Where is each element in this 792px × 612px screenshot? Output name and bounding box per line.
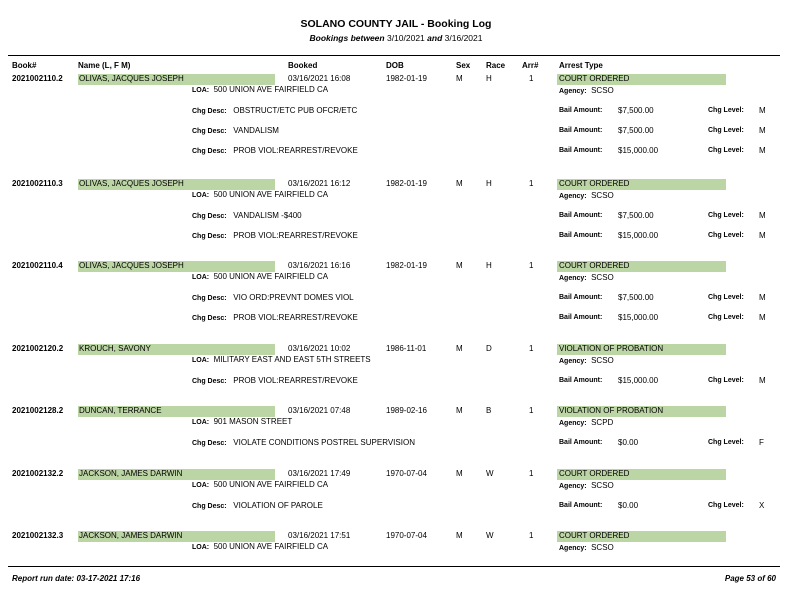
book-number: 2021002128.2	[12, 406, 64, 415]
arrest-type: VIOLATION OF PROBATION	[559, 344, 664, 353]
chg-desc-label: Chg Desc:	[192, 233, 227, 240]
name-highlight	[78, 531, 275, 542]
charge-description	[192, 211, 302, 220]
bail-amount-label: Bail Amount:	[559, 107, 603, 114]
booked-datetime: 03/16/2021 16:08	[288, 74, 351, 83]
chg-level-label: Chg Level:	[708, 294, 744, 301]
chg-desc-value: OBSTRUCT/ETC PUB OFCR/ETC	[233, 106, 358, 115]
inmate-name: OLIVAS, JACQUES JOSEPH	[79, 74, 184, 83]
bail-amount-value: $7,500.00	[618, 293, 654, 302]
inmate-name: OLIVAS, JACQUES JOSEPH	[79, 179, 184, 188]
charge-description	[192, 293, 354, 302]
name-highlight	[78, 74, 275, 85]
agency-value: SCSO	[591, 86, 614, 95]
charge-description	[192, 501, 323, 510]
agency-value: SCSO	[591, 543, 614, 552]
race-value: H	[486, 74, 492, 83]
inmate-name: JACKSON, JAMES DARWIN	[79, 469, 183, 478]
chg-level-value: M	[759, 376, 766, 385]
bail-amount-value: $0.00	[618, 438, 639, 447]
agency-label: Agency:	[559, 545, 587, 552]
bail-amount-label: Bail Amount:	[559, 377, 603, 384]
chg-desc-value: PROB VIOL:REARREST/REVOKE	[233, 231, 358, 240]
date-of-birth: 1982-01-19	[386, 261, 427, 270]
chg-level-label: Chg Level:	[708, 127, 744, 134]
inmate-name: KROUCH, SAVONY	[79, 344, 151, 353]
inmate-name: JACKSON, JAMES DARWIN	[79, 531, 183, 540]
sex-value: M	[456, 531, 463, 540]
chg-level-label: Chg Level:	[708, 377, 744, 384]
agency	[559, 86, 614, 95]
chg-desc-label: Chg Desc:	[192, 440, 227, 447]
loa-value: 901 MASON STREET	[213, 417, 293, 426]
bail-amount-label: Bail Amount:	[559, 502, 603, 509]
arrest-type: COURT ORDERED	[559, 74, 630, 83]
book-number: 2021002132.3	[12, 531, 64, 540]
chg-level-value: M	[759, 293, 766, 302]
race-value: H	[486, 179, 492, 188]
charge-description	[192, 231, 358, 240]
book-number: 2021002120.2	[12, 344, 64, 353]
chg-level-label: Chg Level:	[708, 439, 744, 446]
location-of-arrest	[192, 85, 328, 94]
col-header-sex: Sex	[456, 61, 471, 70]
charge-description	[192, 438, 415, 447]
booked-datetime: 03/16/2021 07:48	[288, 406, 351, 415]
bail-amount-value: $7,500.00	[618, 106, 654, 115]
arrest-type-highlight	[557, 179, 726, 190]
chg-level-label: Chg Level:	[708, 314, 744, 321]
arrest-number: 1	[529, 74, 534, 83]
loa-value: 500 UNION AVE FAIRFIELD CA	[213, 272, 329, 281]
chg-level-label: Chg Level:	[708, 147, 744, 154]
race-value: W	[486, 469, 494, 478]
arrest-number: 1	[529, 344, 534, 353]
loa-value: 500 UNION AVE FAIRFIELD CA	[213, 190, 329, 199]
booked-datetime: 03/16/2021 17:51	[288, 531, 351, 540]
chg-level-value: M	[759, 146, 766, 155]
report-run-date: Report run date: 03-17-2021 17:16	[12, 574, 141, 583]
bail-amount-value: $15,000.00	[618, 146, 659, 155]
race-value: H	[486, 261, 492, 270]
bail-amount-value: $7,500.00	[618, 126, 654, 135]
race-value: W	[486, 531, 494, 540]
col-header-arr: Arr#	[522, 61, 539, 70]
date-of-birth: 1982-01-19	[386, 179, 427, 188]
arrest-type-highlight	[557, 531, 726, 542]
report-title: SOLANO COUNTY JAIL - Booking Log	[300, 18, 492, 30]
loa-label: LOA:	[192, 192, 210, 199]
bail-amount-value: $0.00	[618, 501, 639, 510]
loa-label: LOA:	[192, 544, 210, 551]
date-of-birth: 1970-07-04	[386, 531, 427, 540]
charge-description	[192, 126, 279, 135]
book-number: 2021002132.2	[12, 469, 64, 478]
arrest-number: 1	[529, 261, 534, 270]
sex-value: M	[456, 344, 463, 353]
location-of-arrest	[192, 190, 328, 199]
arrest-number: 1	[529, 531, 534, 540]
chg-level-value: M	[759, 211, 766, 220]
chg-desc-value: VIOLATE CONDITIONS POSTREL SUPERVISION	[233, 438, 415, 447]
bail-amount-label: Bail Amount:	[559, 127, 603, 134]
footer-rule	[8, 566, 780, 567]
agency-label: Agency:	[559, 193, 587, 200]
arrest-type-highlight	[557, 74, 726, 85]
col-header-race: Race	[486, 61, 506, 70]
charge-description	[192, 146, 358, 155]
report-subtitle	[0, 33, 792, 43]
header-rule-top	[8, 55, 780, 56]
agency	[559, 543, 614, 552]
book-number: 2021002110.4	[12, 261, 63, 270]
chg-level-value: X	[759, 501, 765, 510]
bail-amount-label: Bail Amount:	[559, 212, 603, 219]
arrest-type-highlight	[557, 261, 726, 272]
charge-description	[192, 313, 358, 322]
chg-desc-label: Chg Desc:	[192, 315, 227, 322]
agency-label: Agency:	[559, 358, 587, 365]
chg-level-value: M	[759, 106, 766, 115]
chg-level-value: M	[759, 313, 766, 322]
sex-value: M	[456, 469, 463, 478]
agency	[559, 356, 614, 365]
loa-label: LOA:	[192, 274, 210, 281]
end-date: 3/16/2021	[444, 33, 483, 43]
date-of-birth: 1989-02-16	[386, 406, 427, 415]
col-header-dob: DOB	[386, 61, 404, 70]
arrest-type-highlight	[557, 344, 726, 355]
name-highlight	[78, 469, 275, 480]
inmate-name: DUNCAN, TERRANCE	[79, 406, 162, 415]
col-header-booked: Booked	[288, 61, 318, 70]
chg-level-label: Chg Level:	[708, 502, 744, 509]
agency	[559, 191, 614, 200]
inmate-name: OLIVAS, JACQUES JOSEPH	[79, 261, 184, 270]
chg-desc-label: Chg Desc:	[192, 128, 227, 135]
charge-description	[192, 106, 357, 115]
arrest-type: COURT ORDERED	[559, 261, 630, 270]
chg-desc-value: PROB VIOL:REARREST/REVOKE	[233, 376, 358, 385]
sex-value: M	[456, 261, 463, 270]
chg-desc-label: Chg Desc:	[192, 148, 227, 155]
chg-desc-label: Chg Desc:	[192, 378, 227, 385]
agency-label: Agency:	[559, 420, 587, 427]
chg-desc-value: VANDALISM	[233, 126, 279, 135]
bail-amount-value: $15,000.00	[618, 376, 659, 385]
loa-value: 500 UNION AVE FAIRFIELD CA	[213, 542, 329, 551]
loa-label: LOA:	[192, 482, 210, 489]
agency-value: SCSO	[591, 273, 614, 282]
agency	[559, 481, 614, 490]
booked-datetime: 03/16/2021 10:02	[288, 344, 351, 353]
chg-level-label: Chg Level:	[708, 212, 744, 219]
name-highlight	[78, 179, 275, 190]
sex-value: M	[456, 406, 463, 415]
booked-datetime: 03/16/2021 16:12	[288, 179, 351, 188]
chg-level-label: Chg Level:	[708, 107, 744, 114]
agency-value: SCPD	[591, 418, 614, 427]
name-highlight	[78, 406, 275, 417]
bail-amount-label: Bail Amount:	[559, 294, 603, 301]
loa-label: LOA:	[192, 357, 210, 364]
bail-amount-label: Bail Amount:	[559, 439, 603, 446]
book-number: 2021002110.3	[12, 179, 63, 188]
chg-desc-value: VIOLATION OF PAROLE	[233, 501, 323, 510]
loa-value: 500 UNION AVE FAIRFIELD CA	[213, 480, 329, 489]
race-value: D	[486, 344, 492, 353]
agency-label: Agency:	[559, 275, 587, 282]
name-highlight	[78, 344, 275, 355]
agency-label: Agency:	[559, 483, 587, 490]
agency-label: Agency:	[559, 88, 587, 95]
subtitle-prefix: Bookings between	[309, 33, 385, 43]
agency-value: SCSO	[591, 481, 614, 490]
race-value: B	[486, 406, 492, 415]
date-of-birth: 1986-11-01	[386, 344, 427, 353]
name-highlight	[78, 261, 275, 272]
bail-amount-label: Bail Amount:	[559, 147, 603, 154]
arrest-type-highlight	[557, 469, 726, 480]
chg-desc-value: VANDALISM -$400	[233, 211, 302, 220]
col-header-name: Name (L, F M)	[78, 61, 131, 70]
chg-level-value: M	[759, 126, 766, 135]
agency-value: SCSO	[591, 191, 614, 200]
charge-description	[192, 376, 358, 385]
chg-desc-label: Chg Desc:	[192, 503, 227, 510]
loa-value: 500 UNION AVE FAIRFIELD CA	[213, 85, 329, 94]
arrest-type: COURT ORDERED	[559, 531, 630, 540]
chg-level-label: Chg Level:	[708, 232, 744, 239]
subtitle-and: and	[427, 33, 443, 43]
location-of-arrest	[192, 272, 328, 281]
col-header-arrest-type: Arrest Type	[559, 61, 603, 70]
arrest-type: COURT ORDERED	[559, 179, 630, 188]
chg-desc-value: PROB VIOL:REARREST/REVOKE	[233, 313, 358, 322]
arrest-number: 1	[529, 179, 534, 188]
location-of-arrest	[192, 480, 328, 489]
bail-amount-value: $15,000.00	[618, 231, 659, 240]
agency	[559, 418, 613, 427]
page-number: Page 53 of 60	[724, 574, 776, 583]
chg-desc-value: PROB VIOL:REARREST/REVOKE	[233, 146, 358, 155]
chg-desc-label: Chg Desc:	[192, 213, 227, 220]
agency-value: SCSO	[591, 356, 614, 365]
booked-datetime: 03/16/2021 17:49	[288, 469, 351, 478]
arrest-number: 1	[529, 406, 534, 415]
book-number: 2021002110.2	[12, 74, 63, 83]
bail-amount-value: $15,000.00	[618, 313, 659, 322]
bail-amount-label: Bail Amount:	[559, 232, 603, 239]
bail-amount-value: $7,500.00	[618, 211, 654, 220]
location-of-arrest	[192, 542, 328, 551]
agency	[559, 273, 614, 282]
start-date: 3/10/2021	[386, 33, 425, 43]
arrest-type: VIOLATION OF PROBATION	[559, 406, 664, 415]
date-of-birth: 1970-07-04	[386, 469, 427, 478]
col-header-book: Book#	[12, 61, 37, 70]
chg-desc-label: Chg Desc:	[192, 108, 227, 115]
location-of-arrest	[192, 355, 371, 364]
chg-desc-label: Chg Desc:	[192, 295, 227, 302]
loa-value: MILITARY EAST AND EAST 5TH STREETS	[213, 355, 371, 364]
arrest-number: 1	[529, 469, 534, 478]
booked-datetime: 03/16/2021 16:16	[288, 261, 351, 270]
location-of-arrest	[192, 417, 292, 426]
sex-value: M	[456, 74, 463, 83]
sex-value: M	[456, 179, 463, 188]
loa-label: LOA:	[192, 419, 210, 426]
loa-label: LOA:	[192, 87, 210, 94]
chg-level-value: M	[759, 231, 766, 240]
chg-desc-value: VIO ORD:PREVNT DOMES VIOL	[233, 293, 354, 302]
date-of-birth: 1982-01-19	[386, 74, 427, 83]
arrest-type: COURT ORDERED	[559, 469, 630, 478]
bail-amount-label: Bail Amount:	[559, 314, 603, 321]
arrest-type-highlight	[557, 406, 726, 417]
chg-level-value: F	[759, 438, 764, 447]
